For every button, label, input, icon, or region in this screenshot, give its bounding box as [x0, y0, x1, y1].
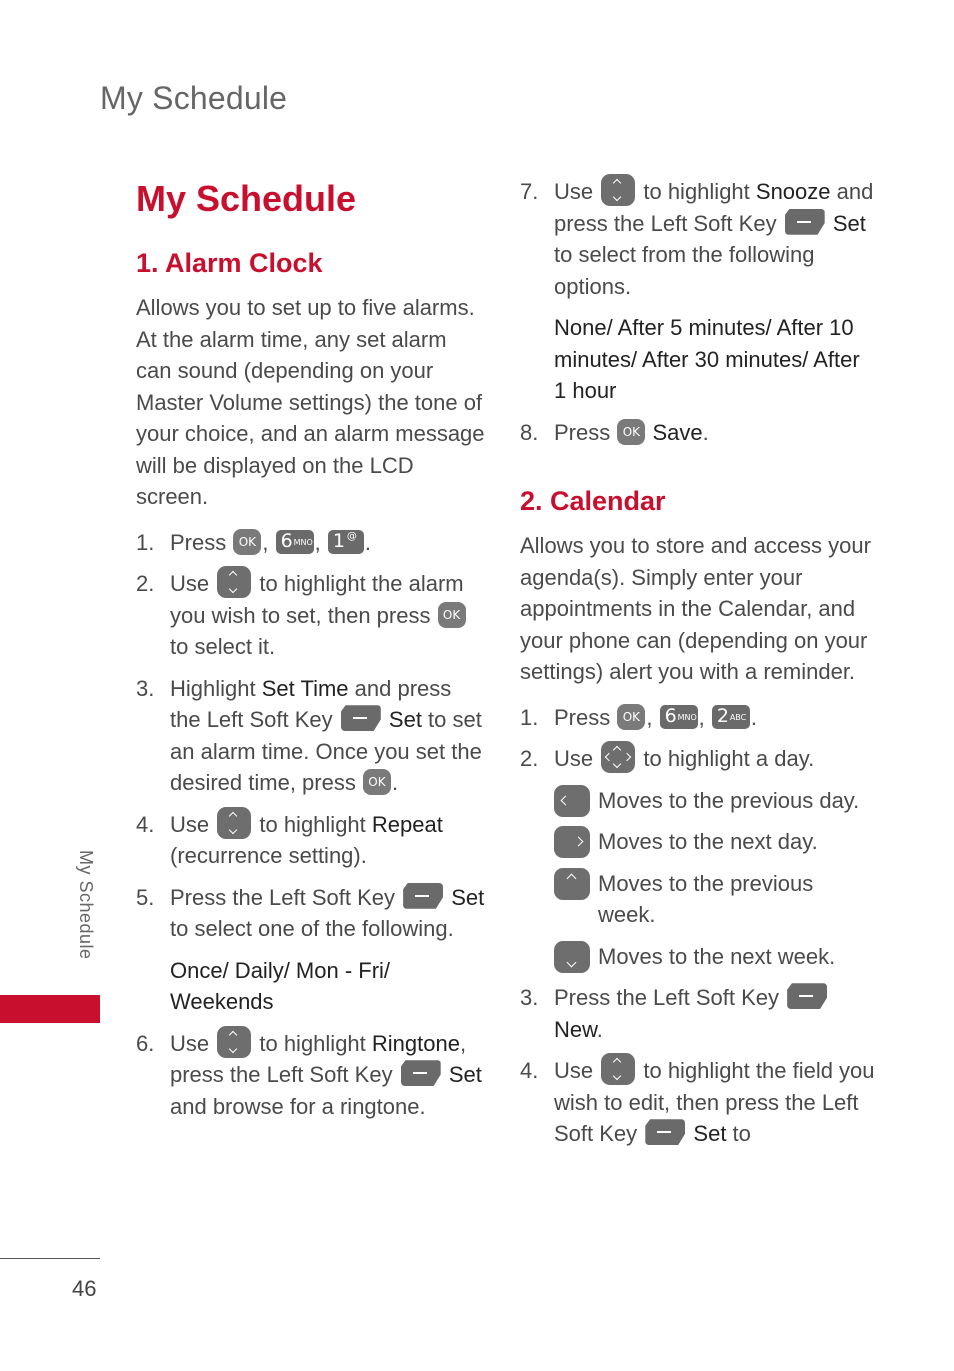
alarm-step-4: 4. Use to highlight Repeat (recurrence setting).: [136, 809, 486, 872]
ok-key-icon: OK: [617, 704, 645, 730]
snooze-options: None/ After 5 minutes/ After 10 minutes/ After 30 minutes/ After 1 hour: [554, 315, 860, 403]
section-title: My Schedule: [136, 178, 357, 219]
alarm-heading: 1. Alarm Clock: [136, 248, 323, 278]
nav-next-week: Moves to the next week.: [520, 941, 875, 973]
footer-divider: [0, 1258, 100, 1259]
ok-key-icon: OK: [438, 602, 466, 628]
ok-key-icon: OK: [617, 419, 645, 445]
alarm-step-1: 1. Press OK , 6 MNO , 1 @ .: [136, 529, 371, 555]
nav-left-key-icon: [554, 785, 590, 817]
key-2-abc-icon: 2 ABC: [712, 705, 750, 729]
calendar-heading: 2. Calendar: [520, 486, 666, 516]
nav-key-icon: [217, 1026, 251, 1058]
calendar-intro: Allows you to store and access your agenda(s). Simply enter your appointments in the Calendar, and your phone can (depending on your settings) alert you with a reminder.: [520, 533, 871, 684]
calendar-step-1: 1. Press OK , 6 MNO , 2 ABC .: [520, 704, 757, 730]
key-6-mno-icon: 6 MNO: [660, 705, 698, 729]
left-column: [136, 170, 486, 1132]
left-soft-key-icon: [341, 705, 381, 731]
left-soft-key-icon: [787, 983, 827, 1009]
ok-key-icon: OK: [363, 769, 391, 795]
left-soft-key-icon: [403, 883, 443, 909]
left-soft-key-icon: [401, 1060, 441, 1086]
nav-prev-day: Moves to the previous day.: [520, 785, 875, 817]
nav-right-key-icon: [554, 826, 590, 858]
ok-key-icon: OK: [233, 529, 261, 555]
key-6-mno-icon: 6 MNO: [276, 530, 314, 554]
nav-next-day: Moves to the next day.: [520, 826, 875, 858]
alarm-intro: Allows you to set up to five alarms. At the alarm time, any set alarm can sound (depending on your Master Volume settings) the tone of your choice, and an alarm message will be displayed on the LCD screen.: [136, 295, 485, 509]
left-soft-key-icon: [645, 1119, 685, 1145]
page-number: 46: [72, 1276, 97, 1301]
left-soft-key-icon: [785, 209, 825, 235]
key-1-icon: 1 @: [328, 530, 364, 554]
nav-key-icon: [601, 1053, 635, 1085]
running-header: My Schedule: [100, 80, 288, 116]
nav-down-key-icon: [554, 941, 590, 973]
calendar-step-4: 4. Use to highlight the field you wish to edit, then press the Left Soft Key Set to: [520, 1055, 875, 1150]
right-column: [520, 176, 875, 1160]
four-way-nav-key-icon: [601, 741, 635, 773]
nav-key-icon: [601, 174, 635, 206]
nav-key-icon: [217, 807, 251, 839]
alarm-step-2: 2. Use to highlight the alarm you wish to set, then press OK to select it.: [136, 568, 486, 663]
side-tab-marker: [0, 995, 100, 1023]
alarm-step-8: 8. Press OK Save.: [520, 419, 709, 445]
calendar-step-2: 2. Use to highlight a day.: [520, 743, 875, 775]
alarm-step-5: 5. Press the Left Soft Key Set to select one of the following.: [136, 884, 485, 941]
calendar-step-3: 3. Press the Left Soft Key New.: [520, 982, 875, 1045]
repeat-options: Once/ Daily/ Mon - Fri/ Weekends: [170, 957, 391, 1014]
nav-key-icon: [217, 566, 251, 598]
nav-up-key-icon: [554, 868, 590, 900]
nav-prev-week: Moves to the previous week.: [520, 868, 875, 931]
alarm-step-7: 7. Use to highlight Snooze and press the Left Soft Key Set to select from the following options.: [520, 176, 875, 302]
alarm-step-3: 3. Highlight Set Time and press the Left Soft Key Set to set an alarm time. Once you set the desired time, press OK .: [136, 675, 482, 795]
side-tab-label: My Schedule: [76, 850, 96, 960]
alarm-step-6: 6. Use to highlight Ringtone, press the Left Soft Key Set and browse for a ringtone.: [136, 1028, 486, 1123]
